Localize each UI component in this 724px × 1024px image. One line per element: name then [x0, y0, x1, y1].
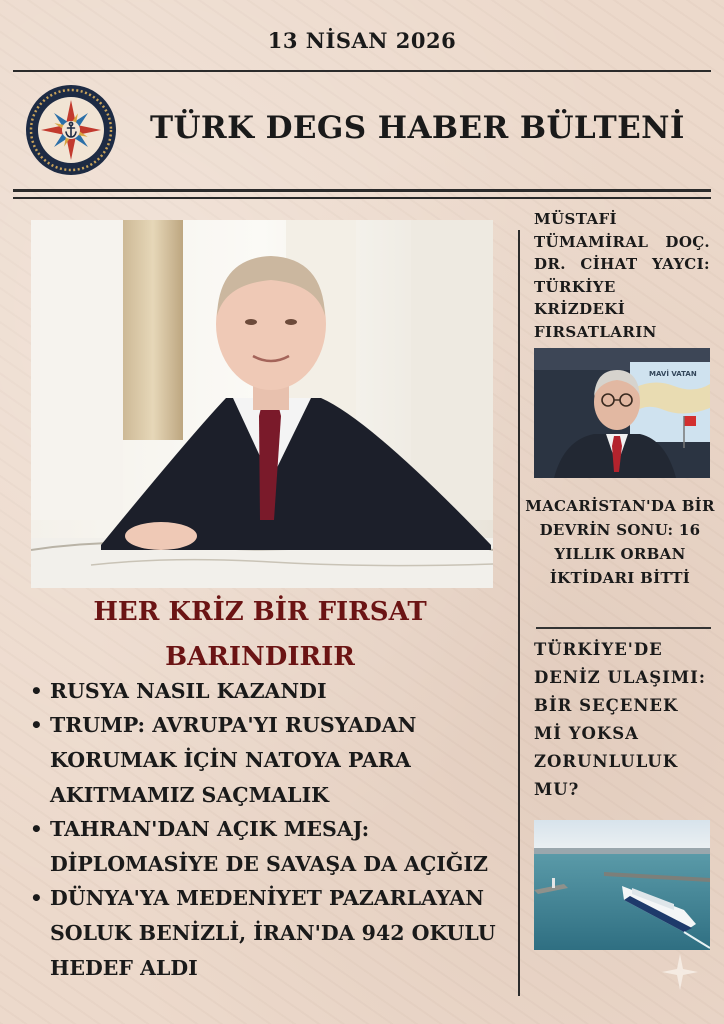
- sidebar-story-1-title[interactable]: MÜSTAFİ TÜMAMİRAL DOÇ. DR. CİHAT YAYCI: TÜRKİYE KRİZDEKİ FIRSATLARIN: [534, 210, 710, 341]
- sidebar-story-2-title[interactable]: MACARİSTAN'DA BİR DEVRİN SONU: 16 YILLIK ORBAN İKTİDARI BİTTİ: [525, 497, 715, 587]
- sparkle-icon: [660, 952, 700, 992]
- map-label: MAVİ VATAN: [649, 370, 697, 378]
- lead-story-photo[interactable]: [31, 220, 493, 588]
- newsletter-title: TÜRK DEGS HABER BÜLTENİ: [150, 110, 685, 146]
- headline-item[interactable]: • DÜNYA'YA MEDENİYET PAZARLAYAN SOLUK BENİZLİ, İRAN'DA 942 OKULU HEDEF ALDI: [22, 881, 514, 986]
- top-rule: [13, 70, 711, 72]
- column-divider: [518, 230, 520, 996]
- lead-headline[interactable]: HER KRİZ BİR FIRSAT BARINDIRIR: [93, 597, 427, 672]
- masthead-rule-thick: [13, 189, 711, 192]
- compass-rose-anchor-icon: [25, 84, 117, 176]
- sidebar-story-3-title[interactable]: TÜRKİYE'DE DENİZ ULAŞIMI: BİR SEÇENEK Mİ YOKSA ZORUNLULUK MU?: [534, 640, 706, 799]
- issue-date: 13 NİSAN 2026: [267, 28, 457, 53]
- headline-item[interactable]: • TRUMP: AVRUPA'YI RUSYADAN KORUMAK İÇİN NATOYA PARA AKITMAMIZ SAÇMALIK: [22, 708, 514, 813]
- sidebar-story-3-photo[interactable]: [534, 820, 710, 950]
- sidebar-divider: [536, 627, 711, 629]
- headline-item[interactable]: • RUSYA NASIL KAZANDI: [22, 674, 514, 709]
- headline-item[interactable]: • TAHRAN'DAN AÇIK MESAJ: DİPLOMASİYE DE SAVAŞA DA AÇIĞIZ: [22, 812, 514, 882]
- sidebar-story-1-photo[interactable]: [534, 348, 710, 478]
- headline-list: [22, 674, 514, 985]
- masthead-rule-thin: [13, 197, 711, 199]
